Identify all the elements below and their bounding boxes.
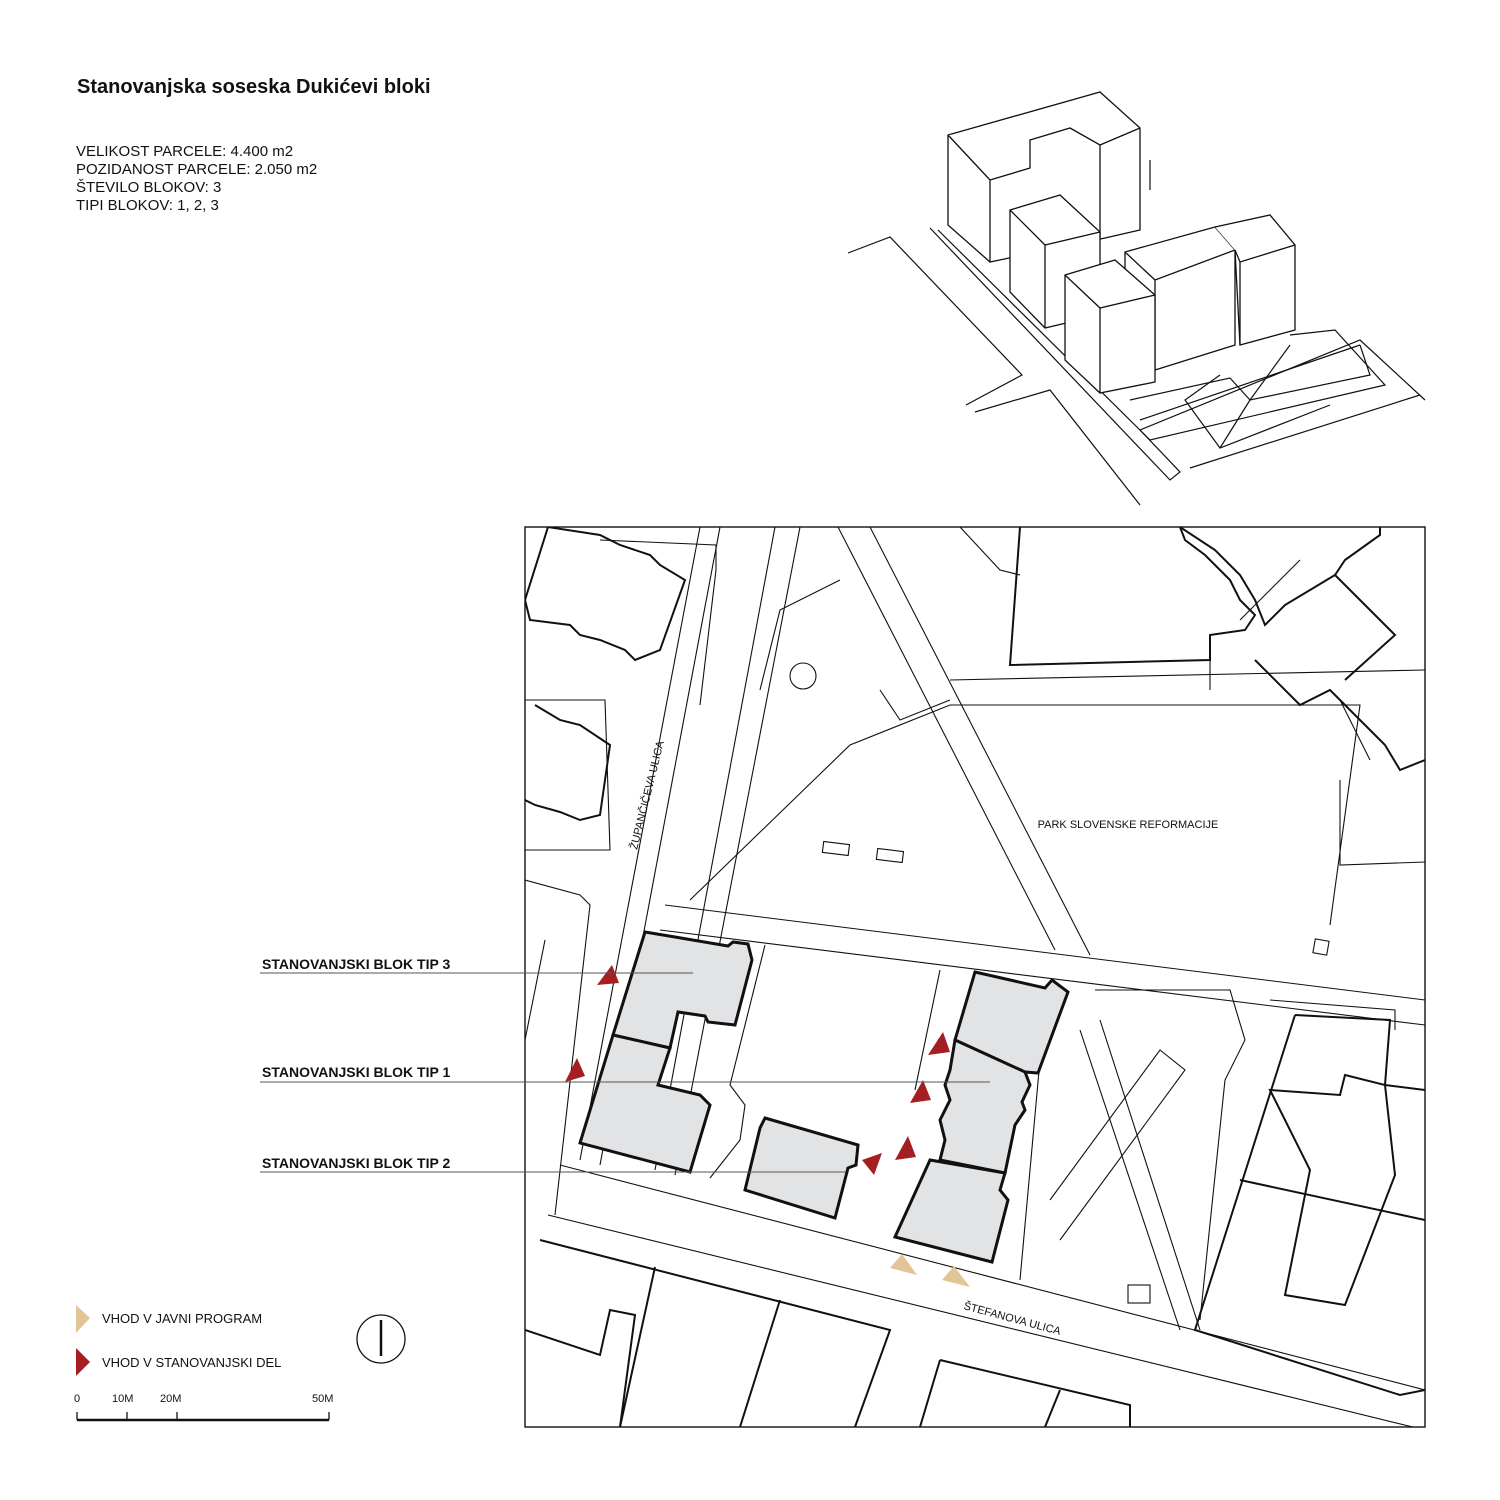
legend-public-entrance: VHOD V JAVNI PROGRAM [102,1311,263,1326]
page-title: Stanovanjska soseska Dukićevi bloki [77,76,431,98]
block-tip-2 [745,1118,858,1218]
residential-entrance-3 [928,1032,950,1055]
block-tip-2-east [895,1160,1008,1262]
scale-label-10m: 10M [112,1393,134,1405]
stat-block-count: ŠTEVILO BLOKOV: 3 [76,179,222,196]
residential-entrance-6 [862,1153,882,1175]
stat-parcel-size: VELIKOST PARCELE: 4.400 m2 [76,143,294,160]
block-tip-3 [613,932,752,1048]
park-label: PARK SLOVENSKE REFORMACIJE [1037,819,1219,831]
residential-entrance-4 [910,1080,931,1103]
stat-block-types: TIPI BLOKOV: 1, 2, 3 [76,197,219,214]
legend-public-entrance-icon [76,1305,90,1333]
scale-label-0: 0 [74,1393,81,1405]
scale-label-20m: 20M [160,1393,182,1405]
legend-residential-entrance: VHOD V STANOVANJSKI DEL [102,1355,282,1370]
street-label-zupanciceva: ŽUPANČIČEVA ULICA [628,739,667,851]
public-entrance-2 [942,1266,970,1287]
stat-built-area: POZIDANOST PARCELE: 2.050 m2 [76,161,318,178]
callout-tip2: STANOVANJSKI BLOK TIP 2 [262,1155,451,1171]
scale-label-50m: 50M [312,1393,334,1405]
callout-tip3: STANOVANJSKI BLOK TIP 3 [262,956,451,972]
north-arrow-icon [357,1315,405,1363]
residential-entrance-2 [565,1058,585,1082]
residential-entrance-1 [597,965,619,985]
street-label-stefanova: ŠTEFANOVA ULICA [962,1300,1062,1338]
callout-tip1: STANOVANJSKI BLOK TIP 1 [262,1064,451,1080]
residential-entrance-5 [895,1136,916,1160]
legend-residential-entrance-icon [76,1348,90,1376]
scale-bar [77,1412,329,1420]
